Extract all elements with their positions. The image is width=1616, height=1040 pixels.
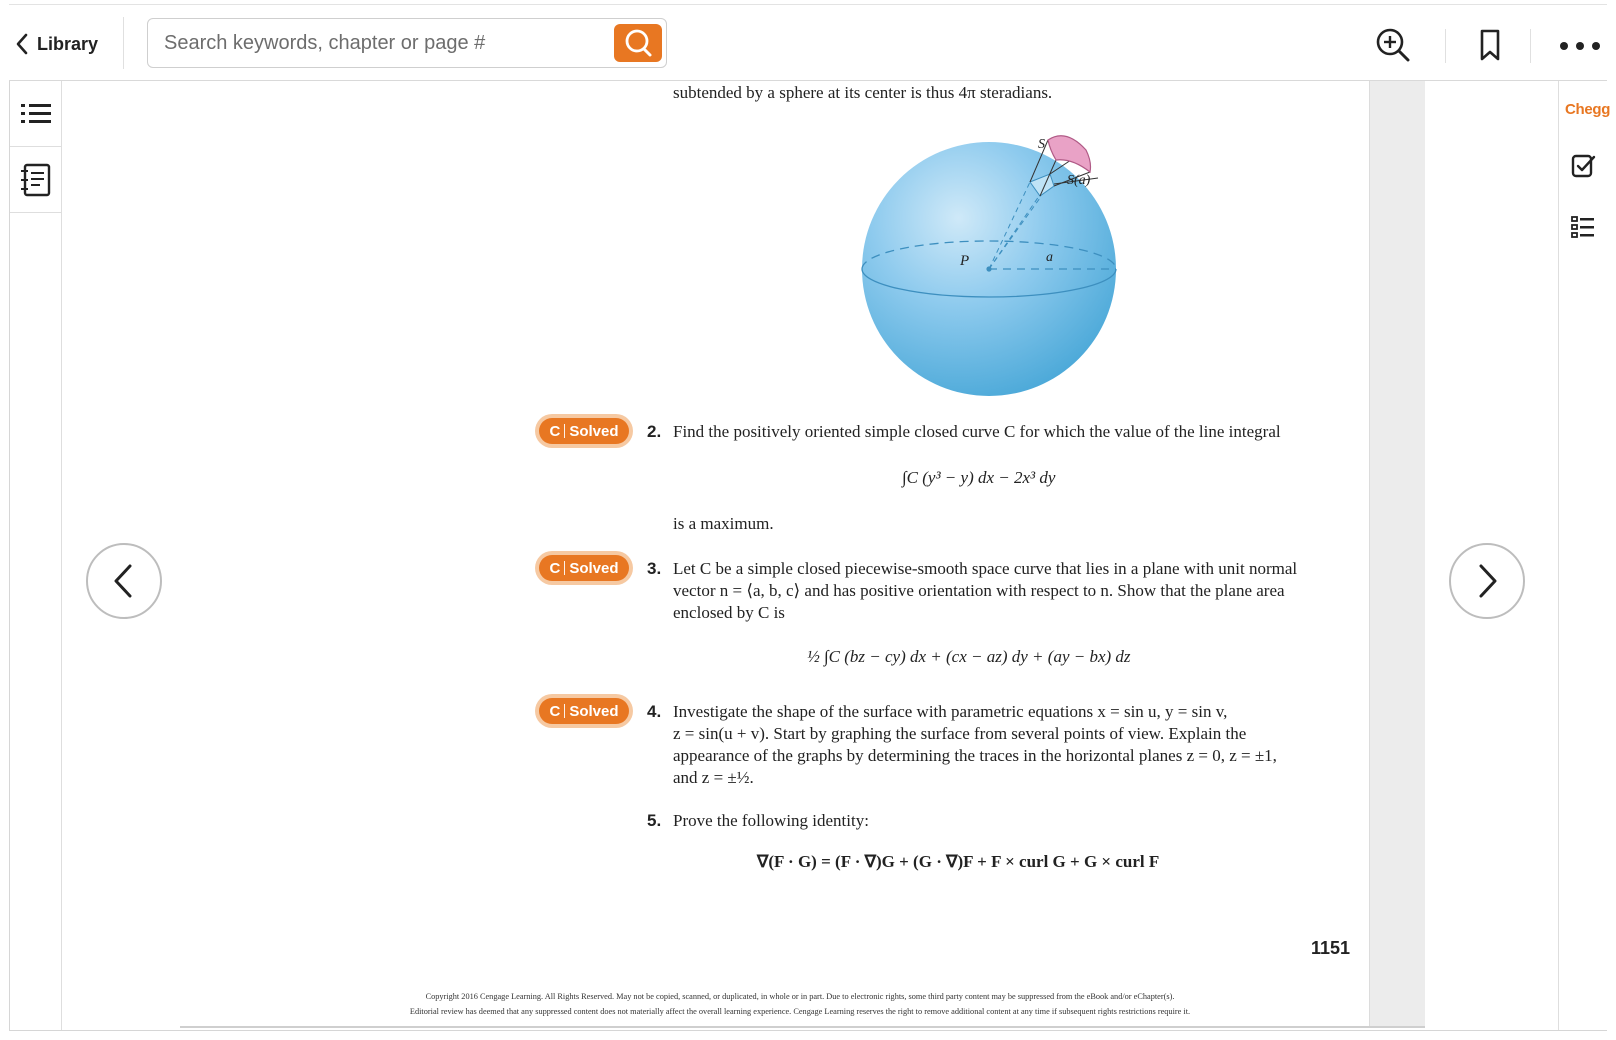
more-options-button[interactable] xyxy=(1560,35,1600,57)
top-bar xyxy=(9,5,1607,81)
problem-4-text-line-1: Investigate the shape of the surface with parametric equations x = sin u, y = sin v, xyxy=(673,702,1228,721)
search-icon xyxy=(623,28,653,58)
solved-label: Solved xyxy=(569,422,619,440)
problem-3-equation: ½ ∫C (bz − cy) dx + (cx − az) dy + (ay − bx) dz xyxy=(807,647,1131,666)
checklist-icon[interactable] xyxy=(1569,152,1597,180)
chegg-c-icon: C xyxy=(549,702,561,720)
problem-4-text-line-4: and z = ±½. xyxy=(673,768,754,787)
figure-label-p: P xyxy=(960,253,970,269)
previous-page-button[interactable] xyxy=(86,543,162,619)
zoom-in-icon[interactable] xyxy=(1375,27,1411,63)
sphere-figure xyxy=(850,128,1150,400)
solved-badge-inner xyxy=(539,555,629,581)
left-rail xyxy=(10,81,62,1030)
outline-list-icon[interactable] xyxy=(1569,213,1597,241)
chevron-left-icon xyxy=(111,563,137,599)
solved-badge-problem-2[interactable] xyxy=(535,414,633,448)
problem-3-text-line-2: vector n = ⟨a, b, c⟩ and has positive orientation with respect to n. Show that the plane area xyxy=(673,581,1285,600)
copyright-line-1: Copyright 2016 Cengage Learning. All Rights Reserved. May not be copied, scanned, or duplicated, in whole or in part. Due to electronic rights, some third party content may be suppressed from the eBook and/or eChapter(s). xyxy=(425,992,1175,1001)
problem-5-number: 5. xyxy=(647,811,662,830)
notebook-icon xyxy=(19,162,53,198)
more-dot-icon xyxy=(1592,42,1600,50)
table-of-contents-button[interactable] xyxy=(10,81,62,147)
notebook-button[interactable] xyxy=(10,147,62,213)
frame-bottom-border xyxy=(9,1030,1607,1031)
divider xyxy=(1445,29,1446,63)
right-rail xyxy=(1558,81,1611,1030)
problem-4-number: 4. xyxy=(647,702,662,721)
book-page xyxy=(180,81,1425,1027)
badge-separator xyxy=(564,424,565,438)
search-box xyxy=(147,18,667,68)
figure-label-sa: S(a) xyxy=(1067,173,1091,188)
problem-2-text: Find the positively oriented simple closed curve C for which the value of the line integral xyxy=(673,422,1281,441)
solved-badge-problem-3[interactable] xyxy=(535,551,633,585)
page-bottom-border xyxy=(180,1026,1425,1028)
problem-4-text-line-3: appearance of the graphs by determining the traces in the horizontal planes z = 0, z = ±1, xyxy=(673,746,1277,765)
chevron-right-icon xyxy=(1474,563,1500,599)
problem-5-equation: ∇(F · G) = (F · ∇)G + (G · ∇)F + F × curl G + G × curl F xyxy=(757,852,1160,871)
search-input[interactable] xyxy=(164,27,604,59)
problem-2-number: 2. xyxy=(647,422,662,441)
chevron-left-icon xyxy=(15,33,29,55)
list-icon xyxy=(19,101,53,127)
library-label: Library xyxy=(37,33,99,54)
solved-label: Solved xyxy=(569,702,619,720)
problem-4-text-line-2: z = sin(u + v). Start by graphing the surface from several points of view. Explain the xyxy=(673,724,1247,743)
more-dot-icon xyxy=(1576,42,1584,50)
bookmark-icon[interactable] xyxy=(1476,27,1504,63)
more-dot-icon xyxy=(1560,42,1568,50)
next-page-button[interactable] xyxy=(1449,543,1525,619)
intro-text: subtended by a sphere at its center is thus 4π steradians. xyxy=(673,83,1053,102)
copyright-line-2: Editorial review has deemed that any suppressed content does not materially affect the overall learning experience. Cengage Learning reserves the right to remove additional content at any time if subsequent rights restrictions require it. xyxy=(409,1007,1191,1016)
badge-separator xyxy=(564,561,565,575)
divider xyxy=(123,17,124,69)
solved-badge-inner xyxy=(539,418,629,444)
chegg-c-icon: C xyxy=(549,559,561,577)
page-number: 1151 xyxy=(1311,938,1351,958)
problem-2-equation: ∫C (y³ − y) dx − 2x³ dy xyxy=(902,468,1056,487)
figure-label-s: S xyxy=(1038,137,1045,152)
problem-3-number: 3. xyxy=(647,559,662,578)
solved-badge-inner xyxy=(539,698,629,724)
figure-label-a: a xyxy=(1046,250,1053,265)
badge-separator xyxy=(564,704,565,718)
chegg-c-icon: C xyxy=(549,422,561,440)
library-back-button[interactable] xyxy=(15,27,98,61)
problem-2-after: is a maximum. xyxy=(673,514,774,533)
divider xyxy=(1530,29,1531,63)
problem-3-text-line-1: Let C be a simple closed piecewise-smooth space curve that lies in a plane with unit normal xyxy=(673,559,1298,578)
solved-label: Solved xyxy=(569,559,619,577)
problem-5-text: Prove the following identity: xyxy=(673,811,869,830)
search-button[interactable] xyxy=(614,24,662,62)
problem-3-text-line-3: enclosed by C is xyxy=(673,603,785,622)
chegg-logo: Chegg xyxy=(1565,101,1611,118)
page-gutter-shadow xyxy=(1369,81,1425,1026)
solved-badge-problem-4[interactable] xyxy=(535,694,633,728)
